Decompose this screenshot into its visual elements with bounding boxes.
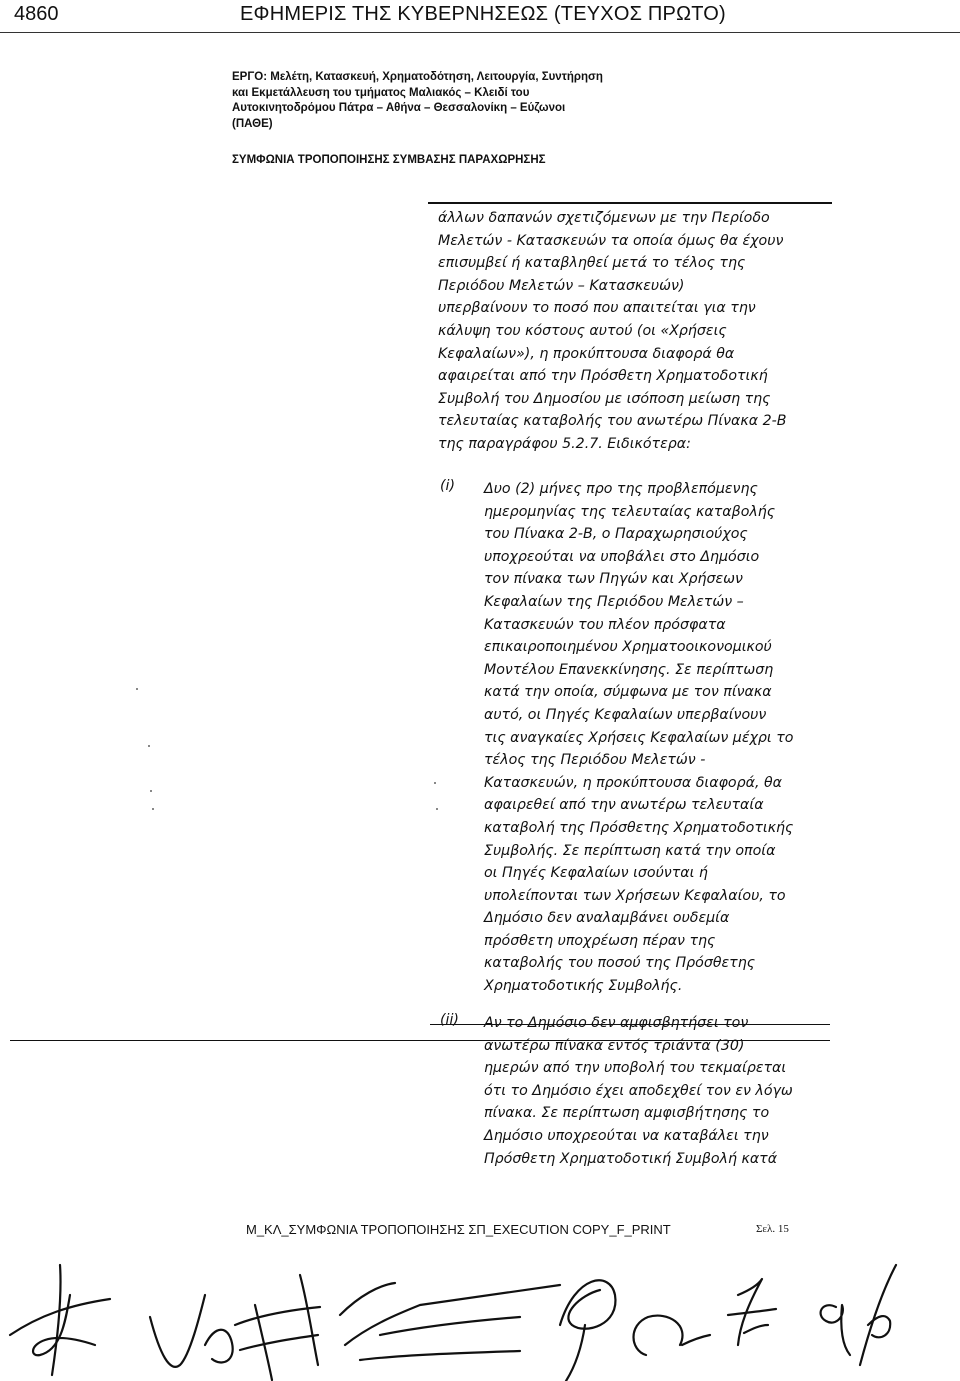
project-description-line: (ΠΑΘΕ): [232, 117, 273, 130]
text-line: Συμβολής. Σε περίπτωση κατά την οποία: [484, 842, 776, 859]
text-line: πρόσθετη υποχρέωση πέραν της: [484, 932, 716, 949]
agreement-title: ΣΥΜΦΩΝΙΑ ΤΡΟΠΟΠΟΙΗΣΗΣ ΣΥΜΒΑΣΗΣ ΠΑΡΑΧΩΡΗΣΗΣ: [232, 154, 546, 166]
text-line: Περιόδου Μελετών – Κατασκευών): [438, 277, 685, 294]
text-line: υπολείπονται των Χρήσεων Κεφαλαίου, το: [484, 887, 786, 904]
text-line: καταβολής του ποσού της Πρόσθετης: [484, 955, 756, 972]
item-i-paragraph: [484, 478, 830, 998]
project-description-line: Μελέτη, Κατασκευή, Χρηματοδότηση, Λειτουργία, Συντήρηση: [270, 71, 603, 83]
text-line: της παραγράφου 5.2.7. Ειδικότερα:: [438, 435, 691, 452]
gazette-title: ΕΦΗΜΕΡΙΣ ΤΗΣ ΚΥΒΕΡΝΗΣΕΩΣ (ΤΕΥΧΟΣ ΠΡΩΤΟ): [240, 3, 726, 25]
text-line: Μοντέλου Επανεκκίνησης. Σε περίπτωση: [484, 661, 774, 678]
text-line: κατά την οποία, σύμφωνα με τον πίνακα: [484, 684, 772, 701]
text-line: Πρόσθετη Χρηματοδοτική Συμβολή κατά: [484, 1150, 778, 1167]
intro-paragraph: [438, 207, 830, 456]
handwritten-signatures: [0, 1255, 960, 1381]
item-i-marker: (i): [440, 478, 456, 494]
scan-speck: [436, 808, 438, 810]
scan-speck: [152, 808, 154, 810]
project-description-line: και Εκμετάλλευση του τμήματος Μαλιακός – Κλειδί του: [232, 86, 530, 99]
text-line: πίνακα. Σε περίπτωση αμφισβήτησης το: [484, 1105, 770, 1122]
text-line: αφαιρεθεί από την ανωτέρω τελευταία: [484, 797, 764, 814]
text-line: κάλυψη του κόστους αυτού (οι «Χρήσεις: [438, 322, 727, 339]
document-project-header: [232, 70, 692, 132]
text-line: ανωτέρω πίνακα εντός τριάντα (30): [484, 1037, 745, 1054]
text-line: επισυμβεί ή καταβληθεί μετά το τέλος της: [438, 255, 746, 272]
scan-speck: [150, 790, 152, 792]
project-label: ΕΡΓΟ:: [232, 71, 268, 83]
text-line: Κεφαλαίων»), η προκύπτουσα διαφορά θα: [438, 345, 735, 362]
text-line: τελευταίας καταβολής του ανωτέρω Πίνακα 2-Β: [438, 413, 787, 430]
text-line: υποχρεούται να υποβάλει στο Δημόσιο: [484, 548, 760, 565]
text-line: Αν το Δημόσιο δεν αμφισβητήσει τον: [484, 1015, 749, 1031]
text-line: τον πίνακα των Πηγών και Χρήσεων: [484, 571, 743, 588]
item-ii-paragraph: [484, 1012, 830, 1170]
document-footer-page: Σελ. 15: [756, 1223, 789, 1235]
scan-speck: [434, 782, 436, 784]
text-line: αυτό, οι Πηγές Κεφαλαίων υπερβαίνουν: [484, 706, 767, 723]
text-line: Συμβολή του Δημοσίου με ισόποση μείωση της: [438, 390, 771, 407]
text-line: Δημόσιο υποχρεούται να καταβάλει την: [484, 1127, 769, 1144]
text-line: Δημόσιο δεν αναλαμβάνει ουδεμία: [484, 910, 730, 927]
project-header-line-1: [232, 70, 692, 86]
text-line: Χρηματοδοτικής Συμβολής.: [484, 978, 683, 995]
text-line: τέλος της Περιόδου Μελετών -: [484, 752, 706, 769]
text-line: υπερβαίνουν το ποσό που απαιτείται για την: [438, 300, 756, 317]
text-line: ότι το Δημόσιο έχει αποδεχθεί τον εν λόγω: [484, 1082, 793, 1099]
top-rule: [428, 202, 832, 204]
scan-speck: [136, 688, 138, 690]
item-ii-marker: (ii): [440, 1012, 459, 1028]
project-description-line: Αυτοκινητοδρόμου Πάτρα – Αθήνα – Θεσσαλονίκη – Εύζωνοι: [232, 102, 566, 114]
gazette-page-number: 4860: [14, 3, 59, 25]
text-line: ημερών από την υποβολή του τεκμαίρεται: [484, 1060, 787, 1077]
text-line: τις αναγκαίες Χρήσεις Κεφαλαίων μέχρι το: [484, 729, 794, 746]
text-line: Κατασκευών, η προκύπτουσα διαφορά, θα: [484, 774, 783, 791]
text-line: αφαιρείται από την Πρόσθετη Χρηματοδοτική: [438, 368, 768, 385]
text-line: επικαιροποιημένου Χρηματοοικονομικού: [484, 639, 772, 656]
scan-speck: [148, 745, 150, 747]
text-line: ημερομηνίας της τελευταίας καταβολής: [484, 503, 776, 520]
text-line: οι Πηγές Κεφαλαίων ισούνται ή: [484, 865, 708, 882]
text-line: Κατασκευών του πλέον πρόσφατα: [484, 616, 726, 633]
text-line: Κεφαλαίων της Περιόδου Μελετών –: [484, 593, 744, 610]
text-line: του Πίνακα 2-Β, ο Παραχωρησιούχος: [484, 526, 748, 543]
text-line: Μελετών - Κατασκευών τα οποία όμως θα έχουν: [438, 232, 784, 249]
document-footer-filename: Μ_ΚΛ_ΣΥΜΦΩΝΙΑ ΤΡΟΠΟΠΟΙΗΣΗΣ ΣΠ_EXECUTION COPY_F_PRINT: [246, 1222, 671, 1237]
text-line: Δυο (2) μήνες προ της προβλεπόμενης: [484, 481, 758, 497]
text-line: καταβολή της Πρόσθετης Χρηματοδοτικής: [484, 819, 794, 836]
gazette-header: [0, 0, 960, 33]
text-line: άλλων δαπανών σχετιζόμενων με την Περίοδο: [438, 210, 770, 226]
